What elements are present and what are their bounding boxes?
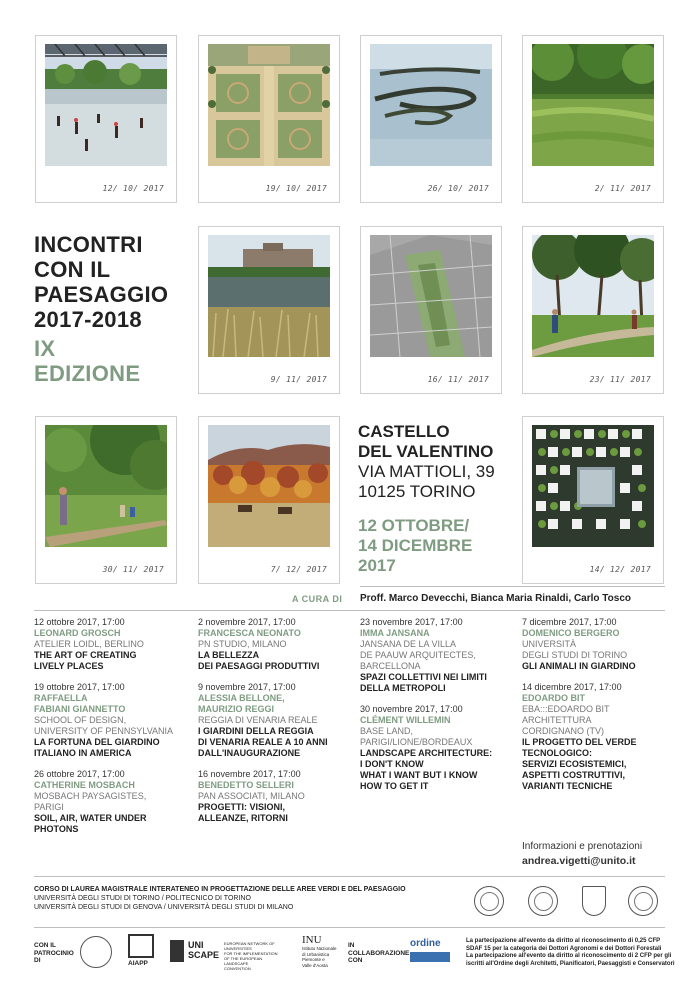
event-affiliation: PN STUDIO, MILANO [198,639,287,649]
event-date: 12 ottobre 2017, 17:00 [34,617,125,627]
venue-address: 10125 TORINO [358,482,476,501]
ordine-logo: ordine [410,938,441,949]
university-shield-icon [582,886,606,916]
event-title-text: SPAZI COLLETTIVI NEI LIMITI DELLA METROPOLI [360,672,487,693]
venue-name: CASTELLO [358,422,450,441]
patronage-label: CON IL PATROCINIO DI [34,942,74,964]
program-column-4 [522,617,682,802]
event-dates [358,516,495,576]
photo-palace-pond [208,235,330,357]
program-event [34,769,194,835]
divider [34,610,665,611]
event-speaker: ALESSIA BELLONE, MAURIZIO REGGI [198,693,285,714]
photo-date: 16/ 11/ 2017 [427,375,489,384]
program-event [522,682,682,792]
event-speaker: DOMENICO BERGERO [522,628,620,638]
photo-aerial-park [370,235,492,357]
event-speaker: IMMA JANSANA [360,628,430,638]
photo-date: 23/ 11/ 2017 [589,375,651,384]
photo-date: 2/ 11/ 2017 [594,184,651,193]
program-event [198,682,358,759]
photo-date: 14/ 12/ 2017 [589,565,651,574]
program-event [34,682,194,759]
edition-line: EDIZIONE [34,361,141,386]
photo-card-3 [360,35,502,203]
curators-names: Proff. Marco Devecchi, Bianca Maria Rinaldi, Carlo Tosco [360,593,632,604]
event-affiliation: ATELIER LOIDL, BERLINO [34,639,144,649]
event-date: 23 novembre 2017, 17:00 [360,617,463,627]
inu-label: INU [302,934,322,946]
curators-label: A CURA DI [292,594,343,604]
event-date: 7 dicembre 2017, 17:00 [522,617,617,627]
photo-garden-painting [208,44,330,166]
photo-date: 7/ 12/ 2017 [270,565,327,574]
photo-date: 26/ 10/ 2017 [427,184,489,193]
event-date: 9 novembre 2017, 17:00 [198,682,296,692]
venue-name: DEL VALENTINO [358,442,494,461]
photo-card-7 [522,226,664,394]
event-affiliation: SCHOOL OF DESIGN, UNIVERSITY OF PENNSYLVANIA [34,715,174,736]
event-affiliation: PAN ASSOCIATI, MILANO [198,791,305,801]
photo-date: 19/ 10/ 2017 [265,184,327,193]
event-speaker: LEONARD GROSCH [34,628,121,638]
event-speaker: EDOARDO BIT [522,693,585,703]
event-affiliation: JANSANA DE LA VILLA DE PAAUW ARQUITECTES, BARCELLONA [360,639,476,671]
photo-card-2 [198,35,340,203]
program-event [360,617,520,694]
info-label: Informazioni e prenotazioni [522,841,643,852]
event-title-text: LA FORTUNA DEL GIARDINO ITALIANO IN AMERICA [34,737,160,758]
event-speaker: CATHERINE MOSBACH [34,780,135,790]
info-block [522,840,642,868]
edition-line: IX [34,336,56,361]
title-line: CON IL [34,257,111,282]
title-line: INCONTRI [34,232,143,257]
event-dates-line: 2017 [358,556,396,575]
event-title-text: GLI ANIMALI IN GIARDINO [522,661,636,671]
course-title: CORSO DI LAUREA MAGISTRALE INTERATENEO IN PROGETTAZIONE DELLE AREE VERDI E DEL PAESAGGIO [34,886,406,893]
uniscape-logo [170,940,280,971]
event-speaker: FRANCESCA NEONATO [198,628,301,638]
event-title-text: LA BELLEZZA DEI PAESAGGI PRODUTTIVI [198,650,320,671]
divider [34,876,665,877]
course-line: UNIVERSITÀ DEGLI STUDI DI TORINO / POLITECNICO DI TORINO [34,895,251,902]
event-title-text: LANDSCAPE ARCHITECTURE: I DON'T KNOW WHAT I WANT BUT I KNOW HOW TO GET IT [360,748,493,791]
university-seal-icon [628,886,658,916]
photo-autumn-forest [208,425,330,547]
program-column-3 [360,617,520,802]
venue-block [358,422,495,576]
patronage-seal-icon [80,936,112,968]
event-dates-line: 14 DICEMBRE [358,536,473,555]
course-line: UNIVERSITÀ DEGLI STUDI DI GENOVA / UNIVERSITÀ DEGLI STUDI DI MILANO [34,904,294,911]
program-event [198,617,358,672]
program-event [34,617,194,672]
photo-card-6 [360,226,502,394]
photo-card-9 [198,416,340,584]
event-date: 14 dicembre 2017, 17:00 [522,682,622,692]
event-date: 2 novembre 2017, 17:00 [198,617,296,627]
ordine-logo-mark [410,952,450,962]
event-date: 19 ottobre 2017, 17:00 [34,682,125,692]
program-column-1 [34,617,194,845]
photo-date: 30/ 11/ 2017 [102,565,164,574]
event-title-text: SOIL, AIR, WATER UNDER PHOTONS [34,813,147,834]
event-title-text: THE ART OF CREATING LIVELY PLACES [34,650,137,671]
event-title-text: PROGETTI: VISIONI, ALLEANZE, RITORNI [198,802,288,823]
event-affiliation: MOSBACH PAYSAGISTES, PARIGI [34,791,147,812]
photo-card-5 [198,226,340,394]
event-affiliation: EBA:::EDOARDO BIT ARCHITETTURA CORDIGNANO (TV) [522,704,610,736]
title-line: PAESAGGIO [34,282,169,307]
university-seal-icon [528,886,558,916]
program-event [198,769,358,824]
photo-date: 9/ 11/ 2017 [270,375,327,384]
event-date: 30 novembre 2017, 17:00 [360,704,463,714]
program-column-2 [198,617,358,834]
event-title [34,232,168,332]
event-date: 26 ottobre 2017, 17:00 [34,769,125,779]
event-affiliation: REGGIA DI VENARIA REALE [198,715,318,725]
venue-address: VIA MATTIOLI, 39 [358,462,495,481]
course-info [34,885,406,912]
contact-email-link[interactable]: andrea.vigetti@unito.it [522,855,636,867]
event-title-text: IL PROGETTO DEL VERDE TECNOLOGICO: SERVIZI ECOSISTEMICI, ASPETTI COSTRUTTIVI, VARIANTI TECNICHE [522,737,637,791]
event-affiliation: UNIVERSITÀ DEGLI STUDI DI TORINO [522,639,628,660]
university-seal-icon [474,886,504,916]
divider [34,927,665,928]
edition-label [34,336,140,386]
program-event [522,617,682,672]
photo-card-1 [35,35,177,203]
photo-boardwalk-garden [45,425,167,547]
collaboration-label: IN COLLABORAZIONE CON [348,942,410,964]
divider [360,586,665,587]
event-dates-line: 12 OTTOBRE/ [358,516,470,535]
photo-green-facade [532,425,654,547]
photo-card-10 [522,416,664,584]
photo-spiral-jetty [370,44,492,166]
uniscape-label: UNI SCAPE [188,940,220,960]
university-seals [470,884,670,918]
photo-park-runners [532,235,654,357]
event-affiliation: BASE LAND, PARIGI/LIONE/BORDEAUX [360,726,473,747]
photo-plaza [45,44,167,166]
inu-subtitle: Istituto Nazionale di Urbanistica Piemonte e Valle d'Aosta [302,946,337,968]
program-event [360,704,520,792]
aiapp-label: AIAPP [128,960,148,967]
event-speaker: BENEDETTO SELLERI [198,780,294,790]
uniscape-subtitle: EUROPEAN NETWORK OF UNIVERSITIES FOR THE IMPLEMENTATION OF THE EUROPEAN LANDSCAPE CONVENTION [224,941,278,971]
credits-notes: La partecipazione all'evento da diritto al riconoscimento di 0,25 CFP SDAF 15 per la categoria dei Dottori Agronomi e dei Dottori Forestali La partecipazione all'evento da diritto al riconoscimento di 2 CFP per gli iscritti all'Ordine degli Architetti, Pianificatori, Paesaggisti e Conservatori [466,938,675,967]
photo-card-8 [35,416,177,584]
event-date: 16 novembre 2017, 17:00 [198,769,301,779]
aiapp-logo [128,934,154,958]
event-speaker: RAFFAELLA FABIANI GIANNETTO [34,693,126,714]
photo-date: 12/ 10/ 2017 [102,184,164,193]
event-title-text: I GIARDINI DELLA REGGIA DI VENARIA REALE A 10 ANNI DALL'INAUGURAZIONE [198,726,328,758]
title-line: 2017-2018 [34,307,142,332]
photo-card-4 [522,35,664,203]
photo-meadow [532,44,654,166]
event-speaker: CLÉMENT WILLEMIN [360,715,451,725]
